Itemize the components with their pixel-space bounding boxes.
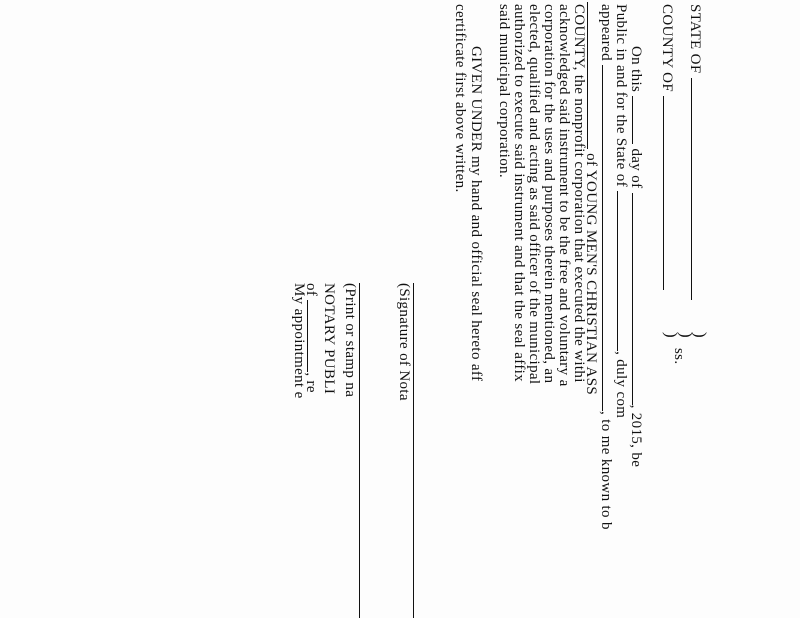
state-label: STATE OF bbox=[687, 4, 703, 74]
appeared-blank bbox=[602, 65, 616, 411]
ymca-label: of YOUNG MEN'S CHRISTIAN ASS bbox=[583, 153, 599, 396]
of-label: of bbox=[303, 283, 319, 297]
known-label: , to me known to b bbox=[598, 411, 614, 530]
residing-blank bbox=[307, 300, 321, 372]
county-blank bbox=[663, 96, 677, 290]
duly-label: , duly com bbox=[613, 351, 629, 419]
county-label: COUNTY OF bbox=[659, 4, 675, 93]
brace-middle: ) bbox=[677, 332, 696, 339]
appointment-label: My appointment e bbox=[291, 283, 307, 399]
state-blank bbox=[691, 78, 705, 300]
ss-label: ss. bbox=[671, 348, 687, 365]
body-line-6: acknowledged said instrument to be the free and voluntary a bbox=[556, 4, 572, 387]
on-this-label: On this bbox=[628, 46, 644, 93]
given-under-line-1: GIVEN UNDER my hand and official seal hereto aff bbox=[468, 46, 484, 382]
brace-bottom: ) bbox=[662, 332, 681, 339]
month-blank bbox=[632, 193, 646, 405]
print-rule bbox=[359, 283, 360, 618]
officer-blank bbox=[587, 2, 601, 149]
county-line bbox=[659, 4, 677, 290]
body-line-5: COUNTY, the nonprofit corporation that executed the withi bbox=[571, 4, 587, 383]
appeared-label: appeared bbox=[598, 4, 614, 61]
year-label: , 2015, be bbox=[628, 404, 644, 468]
residing-label: , re bbox=[303, 372, 319, 393]
print-caption: (Print or stamp na bbox=[342, 283, 358, 398]
signature-caption: (Signature of Nota bbox=[396, 283, 412, 401]
brace-top: ) bbox=[691, 332, 710, 339]
body-line-9: authorized to execute said instrument and that the seal affix bbox=[511, 4, 527, 383]
body-line-7: corporation for the uses and purposes therein mentioned, an bbox=[541, 4, 557, 384]
signature-rule bbox=[413, 283, 414, 618]
day-of-label: day of bbox=[628, 148, 644, 189]
day-blank bbox=[632, 96, 646, 144]
given-under-line-2: certificate first above written. bbox=[452, 4, 468, 193]
body-line-10: said municipal corporation. bbox=[496, 4, 512, 178]
notary-public-label: NOTARY PUBLI bbox=[321, 283, 337, 395]
public-in-label: Public in and for the State of bbox=[613, 4, 629, 187]
state-of-blank bbox=[617, 191, 631, 351]
state-line bbox=[687, 4, 705, 300]
body-line-8: elected, qualified and acting as said officer of the municipal bbox=[526, 4, 542, 385]
